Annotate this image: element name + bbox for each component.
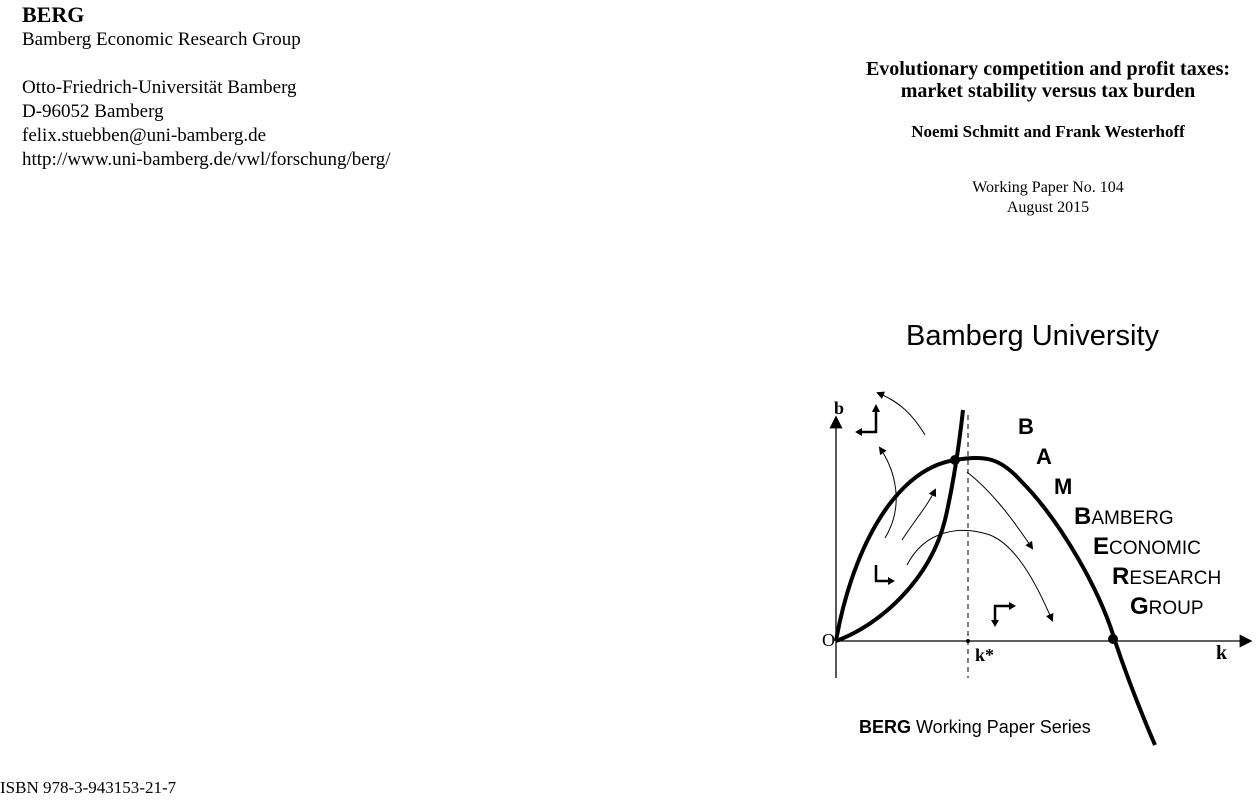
publisher-full-name: Bamberg Economic Research Group bbox=[22, 29, 301, 50]
acronym-word: GROUP bbox=[1130, 593, 1204, 620]
paper-authors: Noemi Schmitt and Frank Westerhoff bbox=[911, 122, 1185, 141]
hump-curve bbox=[836, 458, 1155, 745]
acronym-word: BAMBERG bbox=[1074, 503, 1174, 530]
intercept-point bbox=[1108, 634, 1118, 644]
kstar-label: k* bbox=[975, 645, 995, 665]
acronym-letter: M bbox=[1054, 474, 1073, 499]
address-line: D-96052 Bamberg bbox=[22, 101, 164, 122]
paper-title-line2: market stability versus tax burden bbox=[900, 80, 1196, 102]
university-name: Bamberg University bbox=[906, 320, 1160, 352]
steep-curve bbox=[836, 410, 963, 641]
series-name: BERG Working Paper Series bbox=[859, 717, 1091, 737]
acronym-letter: B bbox=[1018, 414, 1034, 439]
acronym-word: RESEARCH bbox=[1112, 563, 1222, 590]
email-link[interactable]: felix.stuebben@uni-bamberg.de bbox=[22, 125, 267, 146]
y-axis-label: b bbox=[834, 398, 845, 418]
isbn: ISBN 978-3-943153-21-7 bbox=[0, 778, 177, 797]
acronym-word: ECONOMIC bbox=[1093, 533, 1201, 560]
publisher-short-name: BERG bbox=[22, 2, 85, 27]
paper-title-line1: Evolutionary competition and profit taxes: bbox=[865, 58, 1231, 80]
address-line: Otto-Friedrich-Universität Bamberg bbox=[22, 77, 297, 98]
origin-label: O bbox=[822, 630, 835, 650]
acronym-letter: A bbox=[1036, 444, 1052, 469]
paper-date: August 2015 bbox=[1006, 199, 1090, 216]
x-axis-label: k bbox=[1216, 642, 1228, 664]
equilibrium-point bbox=[950, 455, 960, 465]
website-link[interactable]: http://www.uni-bamberg.de/vwl/forschung/berg/ bbox=[22, 149, 391, 170]
working-paper-number: Working Paper No. 104 bbox=[972, 179, 1124, 196]
